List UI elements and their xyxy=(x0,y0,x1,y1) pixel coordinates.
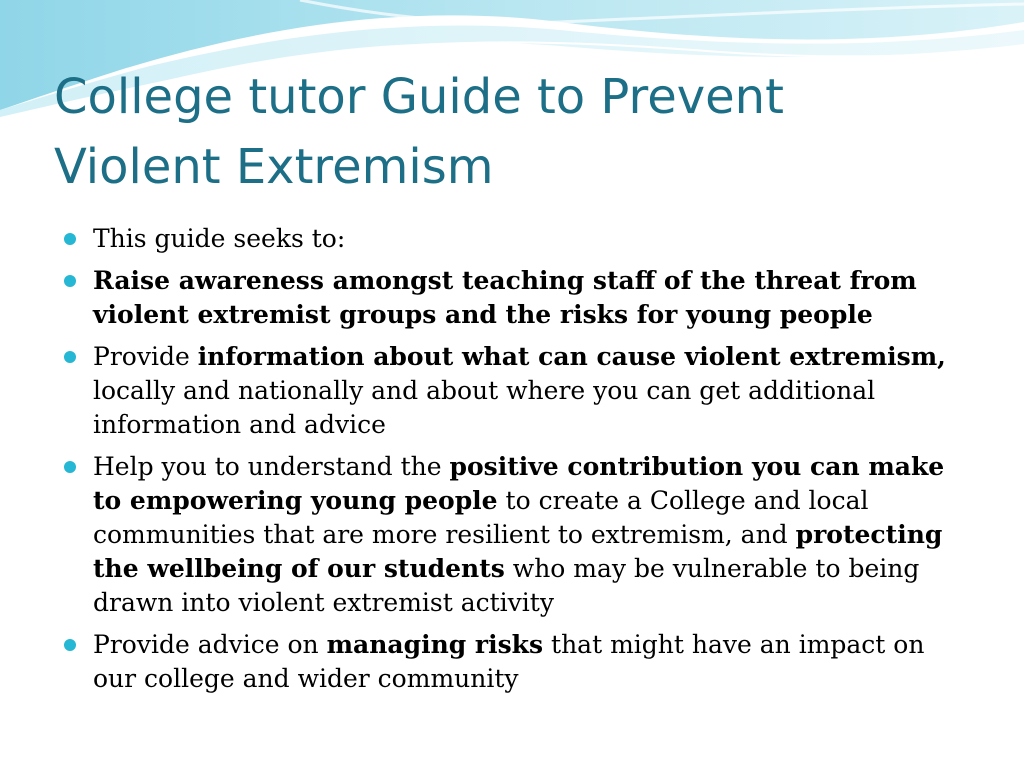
bullet-text: Provide xyxy=(93,342,198,371)
bullet-text: that might have an impact on our college and wider community xyxy=(93,630,925,693)
slide-title xyxy=(54,62,994,202)
bullet-text: locally and nationally and about where you can get additional information and advice xyxy=(93,376,876,439)
bullet-text-bold: information about what can cause violent extremism, xyxy=(197,342,946,371)
bullet-list xyxy=(64,222,974,704)
bullet-text: Help you to understand the xyxy=(93,452,450,481)
bullet-dot-icon xyxy=(64,275,76,287)
bullet-item xyxy=(64,340,974,442)
bullet-text: to create a College and local communities that are more resilient to extremism, and xyxy=(93,486,869,549)
bullet-text: This guide seeks to: xyxy=(93,224,346,253)
bullet-item xyxy=(64,264,974,332)
bullet-text-bold: managing risks xyxy=(326,630,544,659)
bullet-text-bold: protecting the wellbeing of our students xyxy=(93,520,943,583)
bullet-dot-icon xyxy=(64,233,76,245)
bullet-item xyxy=(64,450,974,620)
bullet-text-bold: positive contribution you can make to empowering young people xyxy=(93,452,945,515)
slide-title-line-1: College tutor Guide to Prevent xyxy=(54,69,784,125)
bullet-dot-icon xyxy=(64,351,76,363)
bullet-text-bold: Raise awareness amongst teaching staff of the threat from violent extremist groups and the risks for young people xyxy=(93,266,917,329)
bullet-item xyxy=(64,222,974,256)
bullet-text: who may be vulnerable to being drawn into violent extremist activity xyxy=(93,554,920,617)
bullet-item xyxy=(64,628,974,696)
bullet-text: Provide advice on xyxy=(93,630,327,659)
bullet-dot-icon xyxy=(64,461,76,473)
slide-title-line-2: Violent Extremism xyxy=(54,139,494,195)
bullet-dot-icon xyxy=(64,639,76,651)
